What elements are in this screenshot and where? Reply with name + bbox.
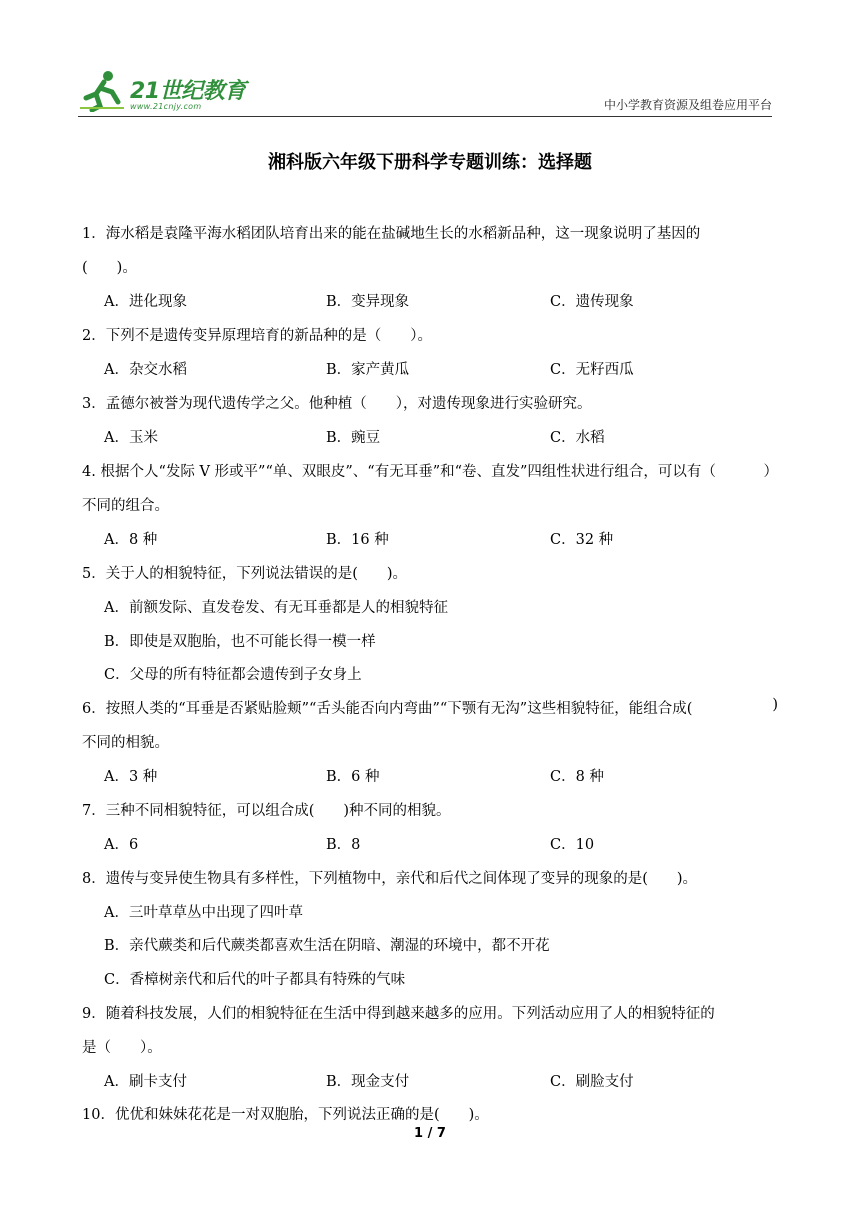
question-4-options bbox=[104, 528, 704, 548]
option-a: A．8 种 bbox=[104, 532, 158, 548]
question-3-options bbox=[104, 426, 704, 446]
question-6-text bbox=[82, 697, 778, 718]
option-a: A．3 种 bbox=[104, 769, 158, 785]
question-6-text-cont: 不同的相貌。 bbox=[82, 735, 169, 751]
platform-label: 中小学教育资源及组卷应用平台 bbox=[603, 98, 772, 112]
question-10-text: 10．优优和妹妹花花是一对双胞胎，下列说法正确的是( )。 bbox=[82, 1107, 489, 1123]
question-9-text: 9．随着科技发展，人们的相貌特征在生活中得到越来越多的应用。下列活动应用了人的相貌特征的 bbox=[82, 1006, 715, 1022]
question-4-text-end: ） bbox=[763, 464, 778, 480]
option-c: C．香樟树亲代和后代的叶子都具有特殊的气味 bbox=[104, 972, 406, 988]
question-5-text: 5．关于人的相貌特征，下列说法错误的是( )。 bbox=[82, 566, 408, 582]
logo-text: 21世纪教育 bbox=[130, 79, 246, 104]
question-6-text-end: ) bbox=[772, 697, 778, 713]
question-3-text: 3．孟德尔被誉为现代遗传学之父。他种植（ ），对遗传现象进行实验研究。 bbox=[82, 396, 592, 412]
page-number: 1 / 7 bbox=[414, 1126, 446, 1141]
question-2-text: 2．下列不是遗传变异原理培育的新品种的是（ ）。 bbox=[82, 328, 432, 344]
question-6-text-main: 6．按照人类的“耳垂是否紧贴脸颊”“舌头能否向内弯曲”“下颚有无沟”这些相貌特征，能组合成( bbox=[82, 701, 693, 717]
option-b: B．豌豆 bbox=[326, 430, 381, 446]
option-a: A．6 bbox=[104, 837, 139, 853]
option-b: B．16 种 bbox=[326, 532, 389, 548]
question-4-text-main: 4. 根据个人“发际 V 形或平”“单、双眼皮”、“有无耳垂”和“卷、直发”四组性状进行组合，可以有（ bbox=[82, 464, 716, 480]
option-c: C．刷脸支付 bbox=[550, 1074, 634, 1090]
option-b: B．变异现象 bbox=[326, 294, 410, 310]
question-7-text: 7．三种不同相貌特征，可以组合成( )种不同的相貌。 bbox=[82, 803, 451, 819]
question-4-text-cont: 不同的组合。 bbox=[82, 498, 169, 514]
runner-icon bbox=[78, 68, 128, 112]
option-b: B．6 种 bbox=[326, 769, 380, 785]
option-c: C．水稻 bbox=[550, 430, 605, 446]
option-c: C．父母的所有特征都会遗传到子女身上 bbox=[104, 667, 362, 683]
question-9-text-cont: 是（ ）。 bbox=[82, 1040, 162, 1056]
option-a: A．刷卡支付 bbox=[104, 1074, 187, 1090]
option-b: B．亲代蕨类和后代蕨类都喜欢生活在阴暗、潮湿的环境中，都不开花 bbox=[104, 938, 550, 954]
option-b: B．8 bbox=[326, 837, 361, 853]
header-divider bbox=[78, 116, 772, 117]
option-c: C．8 种 bbox=[550, 769, 604, 785]
question-2-options bbox=[104, 358, 704, 378]
question-8-text: 8．遗传与变异使生物具有多样性，下列植物中，亲代和后代之间体现了变异的现象的是( )。 bbox=[82, 871, 698, 887]
question-1-text-cont: ( )。 bbox=[82, 260, 137, 276]
question-1-text: 1．海水稻是袁隆平海水稻团队培育出来的能在盐碱地生长的水稻新品种，这一现象说明了基因的 bbox=[82, 226, 701, 242]
option-a: A．前额发际、直发卷发、有无耳垂都是人的相貌特征 bbox=[104, 600, 448, 616]
option-b: B．现金支付 bbox=[326, 1074, 410, 1090]
question-1-options bbox=[104, 290, 704, 310]
logo-url: www.21cnjy.com bbox=[130, 102, 202, 111]
option-c: C．遗传现象 bbox=[550, 294, 634, 310]
question-4-text bbox=[82, 460, 778, 481]
question-9-options bbox=[104, 1070, 704, 1090]
option-a: A．三叶草草丛中出现了四叶草 bbox=[104, 905, 303, 921]
option-c: C．10 bbox=[550, 837, 595, 853]
option-c: C．无籽西瓜 bbox=[550, 362, 634, 378]
option-a: A．玉米 bbox=[104, 430, 158, 446]
option-a: A．进化现象 bbox=[104, 294, 187, 310]
option-b: B．家产黄瓜 bbox=[326, 362, 410, 378]
page-header bbox=[78, 66, 772, 118]
option-c: C．32 种 bbox=[550, 532, 614, 548]
option-a: A．杂交水稻 bbox=[104, 362, 187, 378]
question-6-options bbox=[104, 765, 704, 785]
logo bbox=[78, 68, 258, 114]
question-7-options bbox=[104, 833, 704, 853]
option-b: B．即使是双胞胎，也不可能长得一模一样 bbox=[104, 634, 376, 650]
page-title: 湘科版六年级下册科学专题训练：选择题 bbox=[268, 152, 592, 173]
